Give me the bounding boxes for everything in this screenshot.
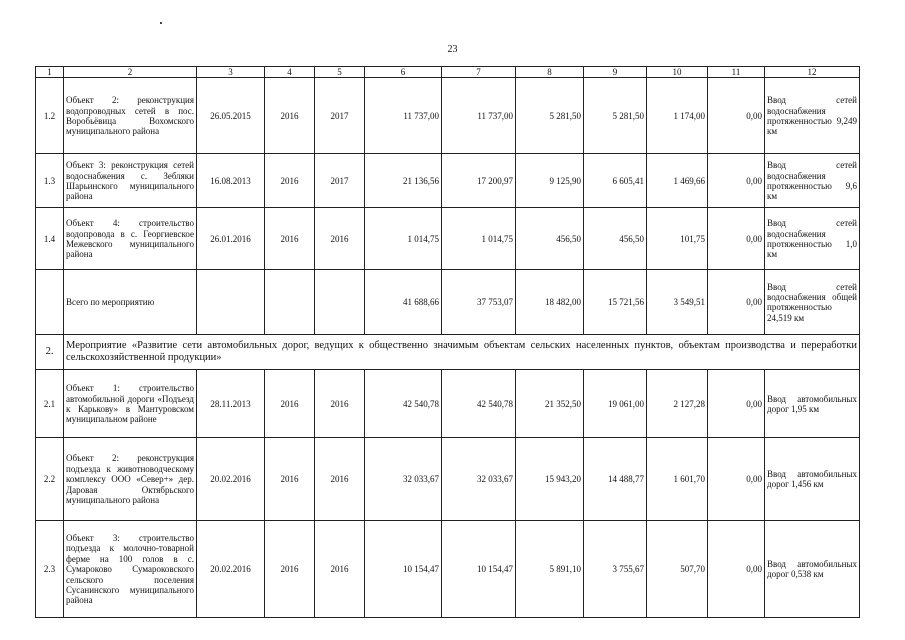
col-header: 4 xyxy=(265,67,315,78)
program-table xyxy=(35,66,860,618)
value-col11: 0,00 xyxy=(708,154,765,208)
doc-date: 26.05.2015 xyxy=(197,78,265,154)
row-number: 1.3 xyxy=(36,154,64,208)
value-col6: 32 033,67 xyxy=(365,438,442,521)
value-col7: 42 540,78 xyxy=(442,370,516,438)
end-year: 2016 xyxy=(315,370,365,438)
row-number: 2.3 xyxy=(36,521,64,618)
object-name: Объект 1: строительство автомобильной дороги «Подъезд к Карькову» в Мантуровском муниципальном районе xyxy=(64,370,197,438)
object-name: Объект 3: строительство подъезда к молочно-товарной ферме на 100 голов в с. Сумароково Сумароковского сельского поселения Сусанинского муниципального района xyxy=(64,521,197,618)
start-year: 2016 xyxy=(265,208,315,270)
value-col7: 17 200,97 xyxy=(442,154,516,208)
col-header: 9 xyxy=(584,67,647,78)
value-col6: 21 136,56 xyxy=(365,154,442,208)
value-col11: 0,00 xyxy=(708,438,765,521)
result-text: Ввод сетей водоснабжения общей протяженностью 24,519 км xyxy=(765,270,860,335)
object-name: Объект 3: реконструкция сетей водоснабжения с. Зебляки Шарьинского муниципального района xyxy=(64,154,197,208)
value-col10: 101,75 xyxy=(647,208,708,270)
table-row xyxy=(36,438,860,521)
end-year: 2016 xyxy=(315,438,365,521)
doc-date: 20.02.2016 xyxy=(197,521,265,618)
value-col11: 0,00 xyxy=(708,370,765,438)
row-number xyxy=(36,270,64,335)
value-col8: 21 352,50 xyxy=(516,370,584,438)
column-number-row xyxy=(36,67,860,78)
row-number: 1.2 xyxy=(36,78,64,154)
table-row xyxy=(36,154,860,208)
value-col8: 18 482,00 xyxy=(516,270,584,335)
doc-date xyxy=(197,270,265,335)
result-text: Ввод автомобильных дорог 1,95 км xyxy=(765,370,860,438)
value-col6: 42 540,78 xyxy=(365,370,442,438)
result-text: Ввод автомобильных дорог 0,538 км xyxy=(765,521,860,618)
col-header: 5 xyxy=(315,67,365,78)
start-year: 2016 xyxy=(265,154,315,208)
value-col9: 5 281,50 xyxy=(584,78,647,154)
end-year: 2017 xyxy=(315,154,365,208)
start-year: 2016 xyxy=(265,370,315,438)
value-col8: 5 891,10 xyxy=(516,521,584,618)
value-col10: 3 549,51 xyxy=(647,270,708,335)
table-row xyxy=(36,208,860,270)
start-year xyxy=(265,270,315,335)
measure-title: Мероприятие «Развитие сети автомобильных дорог, ведущих к общественно значимым объектам сельских населенных пунктов, объектам производства и переработки сельскохозяйственной продукции» xyxy=(64,335,860,370)
result-text: Ввод сетей водоснабжения протяженностью 1,0 км xyxy=(765,208,860,270)
value-col7: 32 033,67 xyxy=(442,438,516,521)
table-row xyxy=(36,78,860,154)
value-col11: 0,00 xyxy=(708,208,765,270)
value-col11: 0,00 xyxy=(708,521,765,618)
col-header: 6 xyxy=(365,67,442,78)
end-year: 2016 xyxy=(315,208,365,270)
row-number: 1.4 xyxy=(36,208,64,270)
value-col10: 1 469,66 xyxy=(647,154,708,208)
end-year: 2017 xyxy=(315,78,365,154)
page-number: 23 xyxy=(447,44,458,55)
scan-speck xyxy=(160,22,162,24)
object-name: Объект 2: реконструкция водопроводных сетей в пос. Воробьёвица Вохомского муниципального района xyxy=(64,78,197,154)
value-col9: 6 605,41 xyxy=(584,154,647,208)
row-number: 2.2 xyxy=(36,438,64,521)
result-text: Ввод сетей водоснабжения протяженностью 9,6 км xyxy=(765,154,860,208)
value-col8: 15 943,20 xyxy=(516,438,584,521)
col-header: 12 xyxy=(765,67,860,78)
object-name: Объект 4: строительство водопровода в с. Георгиевское Межевского муниципального района xyxy=(64,208,197,270)
doc-date: 20.02.2016 xyxy=(197,438,265,521)
doc-date: 26.01.2016 xyxy=(197,208,265,270)
col-header: 8 xyxy=(516,67,584,78)
value-col6: 41 688,66 xyxy=(365,270,442,335)
value-col6: 1 014,75 xyxy=(365,208,442,270)
measure-number: 2. xyxy=(36,335,64,370)
value-col10: 1 601,70 xyxy=(647,438,708,521)
value-col9: 14 488,77 xyxy=(584,438,647,521)
col-header: 11 xyxy=(708,67,765,78)
value-col9: 15 721,56 xyxy=(584,270,647,335)
measure-row xyxy=(36,335,860,370)
table-row xyxy=(36,370,860,438)
result-text: Ввод автомобильных дорог 1,456 км xyxy=(765,438,860,521)
end-year xyxy=(315,270,365,335)
start-year: 2016 xyxy=(265,78,315,154)
col-header: 1 xyxy=(36,67,64,78)
value-col6: 10 154,47 xyxy=(365,521,442,618)
value-col7: 11 737,00 xyxy=(442,78,516,154)
value-col11: 0,00 xyxy=(708,270,765,335)
start-year: 2016 xyxy=(265,521,315,618)
col-header: 3 xyxy=(197,67,265,78)
value-col10: 2 127,28 xyxy=(647,370,708,438)
value-col8: 9 125,90 xyxy=(516,154,584,208)
value-col10: 1 174,00 xyxy=(647,78,708,154)
col-header: 7 xyxy=(442,67,516,78)
value-col11: 0,00 xyxy=(708,78,765,154)
value-col9: 19 061,00 xyxy=(584,370,647,438)
value-col9: 3 755,67 xyxy=(584,521,647,618)
doc-date: 28.11.2013 xyxy=(197,370,265,438)
value-col6: 11 737,00 xyxy=(365,78,442,154)
value-col8: 456,50 xyxy=(516,208,584,270)
value-col9: 456,50 xyxy=(584,208,647,270)
start-year: 2016 xyxy=(265,438,315,521)
result-text: Ввод сетей водоснабжения протяженностью 9,249 км xyxy=(765,78,860,154)
value-col10: 507,70 xyxy=(647,521,708,618)
end-year: 2016 xyxy=(315,521,365,618)
doc-date: 16.08.2013 xyxy=(197,154,265,208)
col-header: 2 xyxy=(64,67,197,78)
total-row xyxy=(36,270,860,335)
value-col8: 5 281,50 xyxy=(516,78,584,154)
value-col7: 37 753,07 xyxy=(442,270,516,335)
value-col7: 10 154,47 xyxy=(442,521,516,618)
value-col7: 1 014,75 xyxy=(442,208,516,270)
row-number: 2.1 xyxy=(36,370,64,438)
total-label: Всего по мероприятию xyxy=(64,270,197,335)
object-name: Объект 2: реконструкция подъезда к животноводческому комплексу ООО «Север+» дер. Даровая Октябрьского муниципального района xyxy=(64,438,197,521)
table-row xyxy=(36,521,860,618)
col-header: 10 xyxy=(647,67,708,78)
